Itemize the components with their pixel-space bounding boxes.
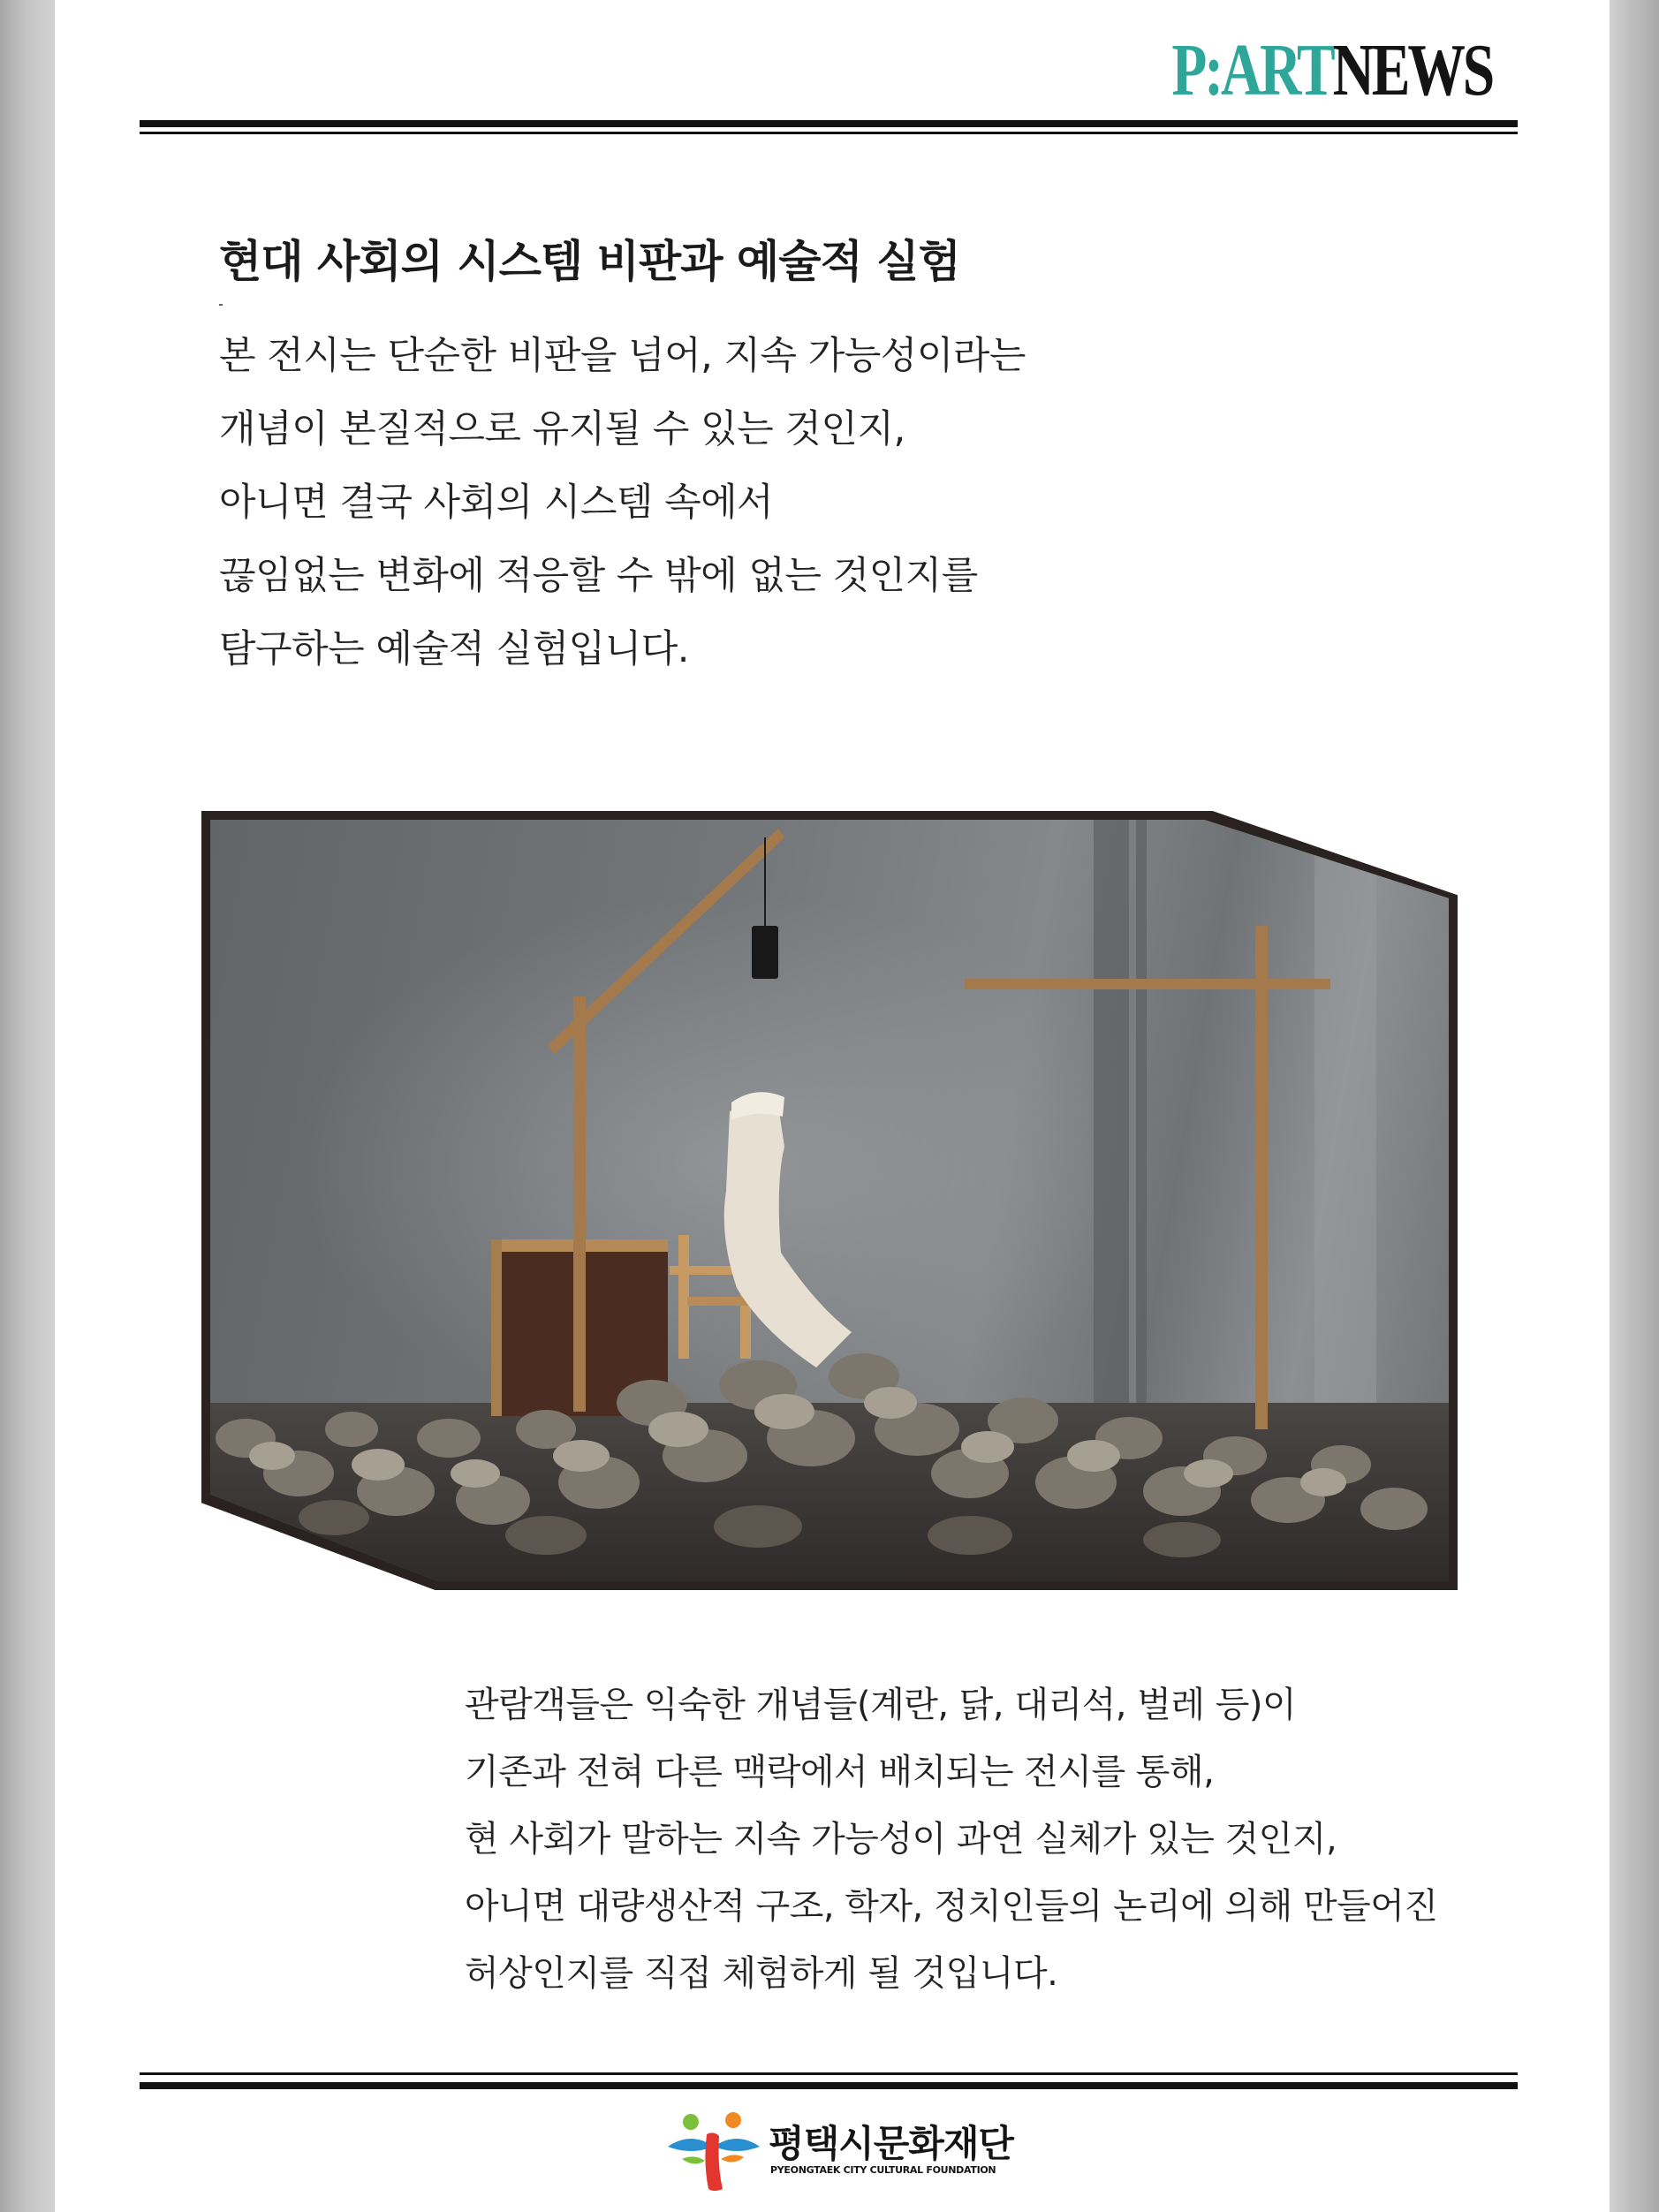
brand-part-1: P:ART [1171,29,1333,111]
header-rule-thin [140,132,1518,134]
intro-line: 탐구하는 예술적 실험입니다. [219,627,689,671]
divider-mark [219,304,223,306]
detail-paragraph [465,1671,1438,2007]
brand-part-2: NEWS [1332,29,1492,111]
exhibition-photo [201,811,1458,1590]
detail-line: 아니면 대량생산적 구조, 학자, 정치인들의 논리에 의해 만들어진 [465,1886,1438,1927]
intro-paragraph [219,320,1026,686]
detail-line: 관람객들은 익숙한 개념들(계란, 닭, 대리석, 벌레 등)이 [465,1685,1297,1725]
intro-line: 본 전시는 단순한 비판을 넘어, 지속 가능성이라는 [219,334,1026,378]
foundation-emblem-icon [664,2108,761,2193]
brand-logo [1171,29,1492,111]
foundation-logo [664,2108,1053,2196]
detail-line: 기존과 전혀 다른 맥락에서 배치되는 전시를 통해, [465,1752,1215,1792]
foundation-name: 평택시문화재단 [769,2122,1014,2165]
installation-illustration [210,820,1449,1581]
detail-line: 허상인지를 직접 체험하게 될 것입니다. [465,1953,1058,1994]
header-rule-thick [140,120,1518,127]
intro-line: 개념이 본질적으로 유지될 수 있는 것인지, [219,407,905,451]
footer-rule-thin [140,2072,1518,2075]
intro-line: 끊임없는 변화에 적응할 수 밖에 없는 것인지를 [219,554,978,598]
photo-scene [210,820,1449,1581]
detail-line: 현 사회가 말하는 지속 가능성이 과연 실체가 있는 것인지, [465,1819,1337,1860]
intro-line: 아니면 결국 사회의 시스템 속에서 [219,481,774,525]
foundation-subtitle: PYEONGTAEK CITY CULTURAL FOUNDATION [770,2164,996,2176]
section-title: 현대 사회의 시스템 비판과 예술적 실험 [219,236,960,287]
footer-rule-thick [140,2082,1518,2089]
page [55,0,1610,2212]
